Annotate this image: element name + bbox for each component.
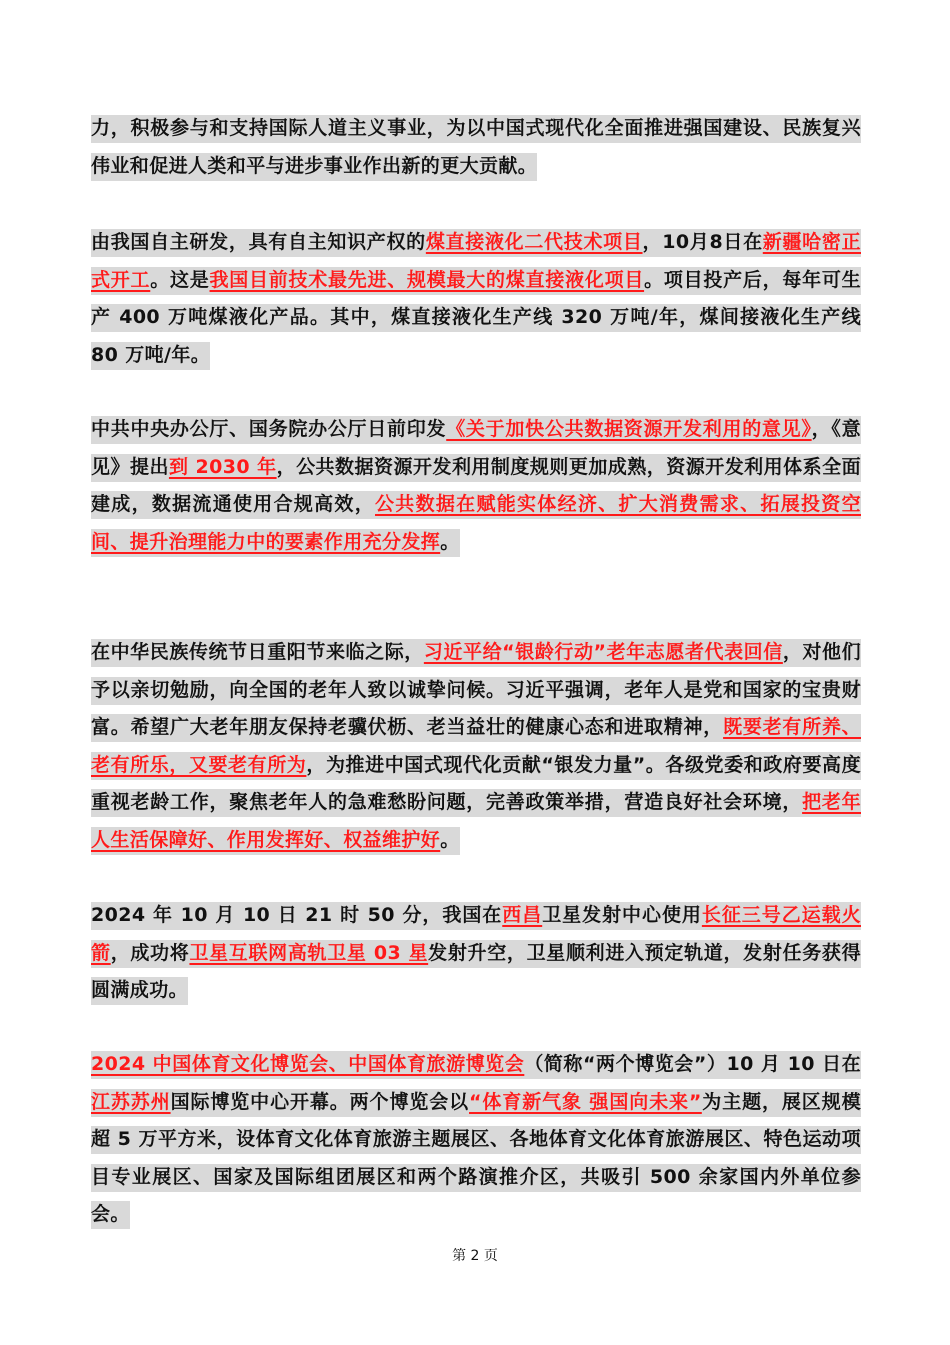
text-segment: 。 bbox=[440, 530, 460, 553]
text-segment: 。项目投产后，每年可生产 400 万吨煤液化产品。其中，煤直接液化生产线 320 万吨/年，煤间接液化生产线 80 万吨/年。 bbox=[91, 268, 861, 366]
highlighted-text bbox=[91, 115, 861, 181]
text-segment: 2024 年 10 月 10 日 21 时 50 分，我国在 bbox=[91, 904, 503, 926]
text-segment: 由我国自主研发，具有自主知识产权的 bbox=[91, 231, 426, 253]
key-phrase: 把老年人生活保障好、作用发挥好、权益维护好 bbox=[91, 791, 861, 851]
key-phrase: 习近平给“银龄行动”老年志愿者代表回信 bbox=[423, 641, 783, 663]
text-segment: ，为推进中国式现代化贡献“银发力量”。各级党委和政府要高度重视老龄工作，聚焦老年人的急难愁盼问题，完善政策举措，营造良好社会环境， bbox=[91, 753, 862, 813]
paragraph-sports-expo bbox=[91, 1046, 861, 1234]
key-phrase: 卫星互联网高轨卫星 03 星 bbox=[189, 941, 429, 964]
paragraph-public-data bbox=[91, 411, 861, 561]
highlighted-text bbox=[91, 1051, 861, 1229]
text-segment: ，《意见》提出 bbox=[91, 418, 862, 478]
paragraph-coal-liquefaction bbox=[91, 224, 861, 374]
paragraph-satellite-launch bbox=[91, 897, 861, 1010]
text-segment: 卫星发射中心使用 bbox=[542, 904, 702, 926]
text-segment: ，成功将 bbox=[110, 941, 190, 964]
text-segment: ，公共数据资源开发利用制度规则更加成熟，资源开发利用体系全面建成，数据流通使用合规高效， bbox=[91, 455, 861, 515]
text-segment: 在中华民族传统节日重阳节来临之际， bbox=[91, 641, 424, 663]
highlighted-text bbox=[91, 229, 861, 370]
page-number: 第 2 页 bbox=[452, 1248, 498, 1264]
key-phrase: 煤直接液化二代技术项目 bbox=[425, 231, 643, 253]
highlighted-text bbox=[91, 639, 861, 855]
key-phrase: 公共数据在赋能实体经济、扩大消费需求、拓展投资空间、提升治理能力中的要素作用充分发挥 bbox=[91, 493, 861, 553]
key-phrase: 2024 中国体育文化博览会、中国体育旅游博览会 bbox=[91, 1053, 525, 1075]
highlighted-text bbox=[91, 902, 861, 1005]
key-phrase: 新疆哈密正式开工 bbox=[91, 231, 861, 291]
text-segment: （简称“两个博览会”）10 月 10 日在 bbox=[524, 1053, 861, 1075]
text-segment: ，10月8日在 bbox=[642, 231, 763, 253]
key-phrase: 《关于加快公共数据资源开发利用的意见》 bbox=[446, 418, 812, 440]
text-segment: 力，积极参与和支持国际人道主义事业，为以中国式现代化全面推进强国建设、民族复兴伟业和促进人类和平与进步事业作出新的更大贡献。 bbox=[91, 117, 861, 177]
key-phrase: 长征三号乙运载火箭 bbox=[91, 904, 861, 964]
paragraph-double-ninth-letter bbox=[91, 634, 861, 859]
key-phrase: 到 2030 年 bbox=[168, 455, 277, 478]
key-phrase: 西昌 bbox=[502, 904, 543, 926]
text-segment: 。 bbox=[440, 828, 460, 851]
text-segment: 发射升空，卫星顺利进入预定轨道，发射任务获得圆满成功。 bbox=[91, 941, 861, 1001]
text-segment: 。这是 bbox=[150, 268, 210, 291]
key-phrase: 既要老有所养、老有所乐，又要老有所为 bbox=[91, 716, 861, 776]
text-segment: 中共中央办公厅、国务院办公厅日前印发 bbox=[91, 418, 447, 440]
text-segment: ，对他们予以亲切勉励，向全国的老年人致以诚挚问候。习近平强调，老年人是党和国家的宝贵财富。希望广大老年朋友保持老骥伏枥、老当益壮的健康心态和进取精神， bbox=[91, 641, 861, 738]
key-phrase: “体育新气象 强国向未来” bbox=[469, 1090, 702, 1113]
highlighted-text bbox=[91, 416, 861, 557]
text-segment: 国际博览中心开幕。两个博览会以 bbox=[170, 1090, 470, 1113]
key-phrase: 江苏苏州 bbox=[91, 1090, 171, 1113]
text-segment: 为主题，展区规模超 5 万平方米，设体育文化体育旅游主题展区、各地体育文化体育旅游展区、特色运动项目专业展区、国家及国际组团展区和两个路演推介区，共吸引 500 余家国内外单位参会。 bbox=[91, 1090, 861, 1225]
key-phrase: 我国目前技术最先进、规模最大的煤直接液化项目 bbox=[209, 268, 645, 291]
paragraph-humanitarian bbox=[91, 110, 861, 185]
